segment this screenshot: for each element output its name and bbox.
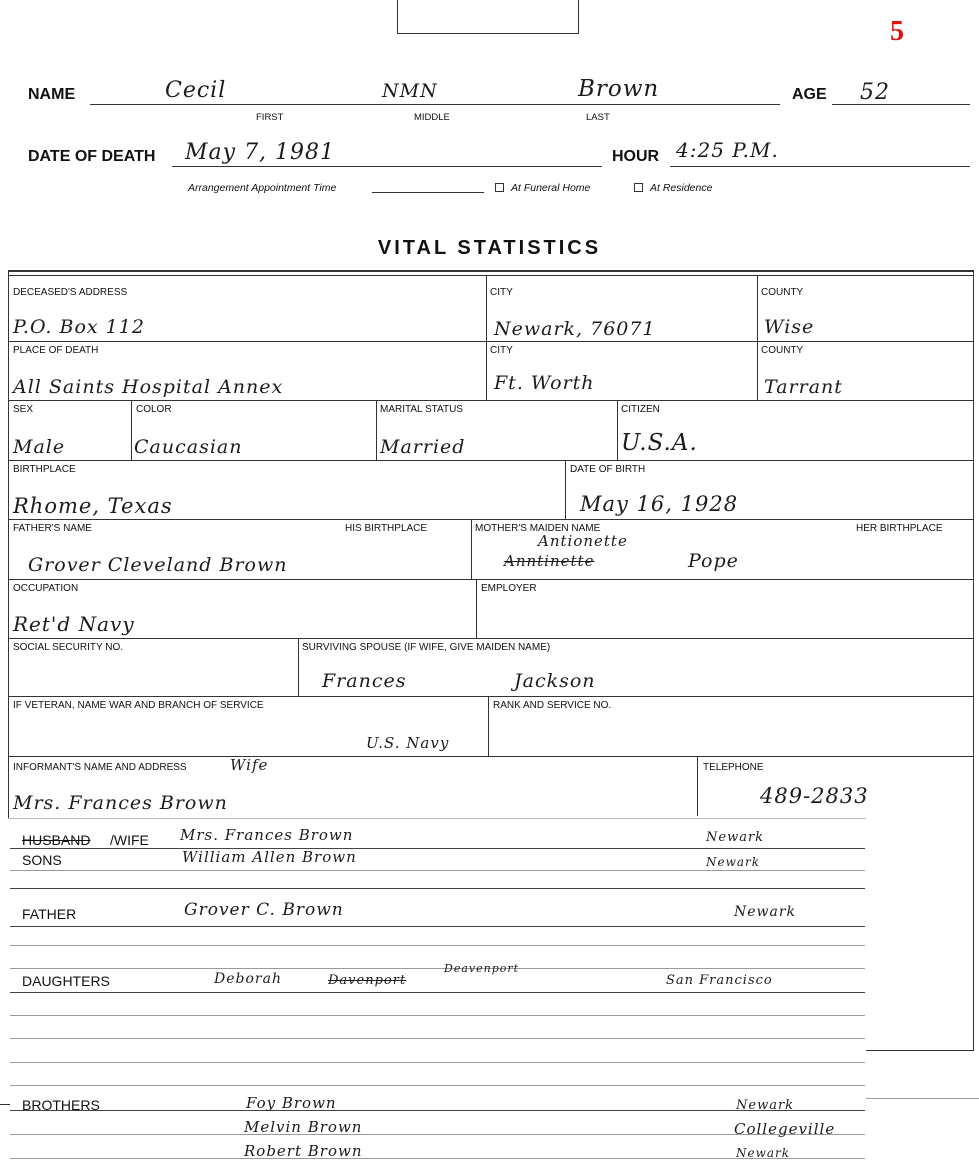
- wife-label: /WIFE: [110, 832, 149, 848]
- birthplace-label: BIRTHPLACE: [13, 464, 76, 475]
- row-sep-1: [8, 341, 974, 342]
- rule-3: [10, 888, 865, 889]
- hour-underline: [670, 166, 970, 167]
- sons-label: SONS: [22, 852, 62, 868]
- wife-value[interactable]: Mrs. Frances Brown: [180, 826, 354, 844]
- mother-maiden-name-label: MOTHER'S MAIDEN NAME: [475, 523, 601, 534]
- rule-7: [10, 992, 865, 993]
- residence-checkbox[interactable]: [634, 183, 643, 192]
- father-name-label: FATHER'S NAME: [13, 523, 92, 534]
- informant-note: Wife: [230, 756, 269, 774]
- arrangement-underline: [372, 192, 484, 193]
- last-name-value: Brown: [578, 76, 660, 102]
- hour-value: 4:25 P.M.: [676, 138, 779, 162]
- col-sep-telephone: [697, 756, 698, 816]
- telephone-value[interactable]: 489-2833: [760, 784, 869, 808]
- col-sep-rank: [488, 696, 489, 756]
- col-sep-color: [131, 400, 132, 460]
- county2-value[interactable]: Tarrant: [764, 376, 843, 398]
- spouse-label: SURVIVING SPOUSE (IF WIFE, GIVE MAIDEN NAME): [302, 642, 551, 653]
- residence-label: At Residence: [650, 182, 713, 194]
- husband-struck-label: HUSBAND: [22, 832, 91, 848]
- col-sep-employer: [476, 579, 477, 638]
- address-value[interactable]: P.O. Box 112: [13, 316, 145, 338]
- age-underline: [832, 104, 970, 105]
- daughter-struck-name: Davenport: [328, 973, 407, 988]
- color-label: COLOR: [136, 404, 172, 415]
- middle-name-value: NMN: [382, 80, 438, 102]
- rule-8: [10, 1015, 865, 1016]
- date-of-death-label: DATE OF DEATH: [28, 148, 156, 165]
- father-survivor-city[interactable]: Newark: [734, 904, 797, 920]
- veteran-label: IF VETERAN, NAME WAR AND BRANCH OF SERVICE: [13, 700, 264, 711]
- rule-2: [10, 870, 865, 871]
- daughter-corrected-name[interactable]: Deavenport: [444, 962, 520, 975]
- employer-label: EMPLOYER: [481, 583, 537, 594]
- informant-label: INFORMANT'S NAME AND ADDRESS: [13, 762, 187, 773]
- occupation-value[interactable]: Ret'd Navy: [13, 612, 135, 636]
- rank-label: RANK AND SERVICE NO.: [493, 700, 612, 711]
- marital-status-label: MARITAL STATUS: [380, 404, 463, 415]
- col-sep-dob: [565, 460, 566, 519]
- frame-top-double: [8, 275, 974, 276]
- rule-10: [10, 1062, 865, 1063]
- daughters-label: DAUGHTERS: [22, 973, 110, 989]
- age-value: 52: [860, 80, 890, 105]
- brother-city[interactable]: Newark: [736, 1146, 791, 1160]
- row-sep-5: [8, 579, 974, 580]
- rule-4: [10, 926, 865, 927]
- mother-name-correction[interactable]: Antionette: [538, 532, 628, 550]
- citizen-label: CITIZEN: [621, 404, 660, 415]
- sons-value[interactable]: William Allen Brown: [182, 848, 357, 866]
- county1-label: COUNTY: [761, 287, 804, 298]
- birthplace-value[interactable]: Rhome, Texas: [13, 494, 173, 518]
- city2-value[interactable]: Ft. Worth: [494, 372, 595, 394]
- rule-6: [10, 968, 865, 969]
- first-caption: FIRST: [256, 112, 284, 123]
- spouse-last-value[interactable]: Jackson: [514, 670, 596, 692]
- row-sep-4: [8, 519, 974, 520]
- page-number: 5: [890, 16, 904, 47]
- col-sep-county1: [757, 276, 758, 400]
- col-sep-mother: [471, 519, 472, 579]
- his-birthplace-label: HIS BIRTHPLACE: [345, 523, 428, 534]
- row-sep-6: [8, 638, 974, 639]
- date-of-death-value: May 7, 1981: [185, 140, 336, 165]
- sex-label: SEX: [13, 404, 34, 415]
- date-of-birth-value[interactable]: May 16, 1928: [580, 492, 739, 516]
- telephone-label: TELEPHONE: [703, 762, 764, 773]
- last-caption: LAST: [586, 112, 610, 123]
- spouse-first-value[interactable]: Frances: [322, 670, 407, 692]
- row-sep-2: [8, 400, 974, 401]
- right-margin-tick: [866, 1098, 979, 1099]
- left-margin-tick: [0, 1104, 10, 1105]
- funeral-home-label: At Funeral Home: [511, 182, 591, 194]
- place-of-death-value[interactable]: All Saints Hospital Annex: [13, 376, 284, 398]
- color-value[interactable]: Caucasian: [134, 436, 243, 458]
- col-sep-citizen: [617, 400, 618, 460]
- brother-name[interactable]: Melvin Brown: [244, 1118, 363, 1136]
- occupation-label: OCCUPATION: [13, 583, 79, 594]
- rule-11: [10, 1085, 865, 1086]
- rule-9: [10, 1038, 865, 1039]
- place-of-death-label: PLACE OF DEATH: [13, 345, 99, 356]
- her-birthplace-label: HER BIRTHPLACE: [856, 523, 943, 534]
- funeral-home-checkbox[interactable]: [495, 183, 504, 192]
- row-sep-8: [8, 756, 974, 757]
- mother-name-struck: Anntinette: [504, 552, 595, 570]
- first-name-value: Cecil: [165, 78, 227, 103]
- row-sep-7: [8, 696, 974, 697]
- col-sep-city1: [486, 276, 487, 400]
- ssn-label: SOCIAL SECURITY NO.: [13, 642, 124, 653]
- brother-name[interactable]: Robert Brown: [244, 1142, 363, 1160]
- section-title: VITAL STATISTICS: [377, 237, 602, 259]
- sons-city[interactable]: Newark: [706, 855, 761, 869]
- mother-last-name[interactable]: Pope: [688, 550, 739, 572]
- city1-value[interactable]: Newark, 76071: [494, 318, 656, 340]
- middle-caption: MIDDLE: [414, 112, 450, 123]
- hour-label: HOUR: [612, 148, 660, 165]
- address-label: DECEASED'S ADDRESS: [13, 287, 128, 298]
- sex-value[interactable]: Male: [13, 436, 66, 458]
- rule-5: [10, 945, 865, 946]
- father-name-value[interactable]: Grover Cleveland Brown: [28, 554, 288, 576]
- brother-city[interactable]: Newark: [736, 1098, 795, 1113]
- brothers-label: BROTHERS: [22, 1097, 100, 1113]
- informant-value[interactable]: Mrs. Frances Brown: [13, 792, 228, 814]
- marital-status-value[interactable]: Married: [380, 436, 466, 458]
- rule-1: [10, 848, 865, 849]
- top-stub-box: [397, 0, 579, 34]
- name-underline: [90, 104, 780, 105]
- arrangement-label: Arrangement Appointment Time: [188, 182, 337, 194]
- daughter-first-name[interactable]: Deborah: [214, 971, 282, 987]
- county1-value[interactable]: Wise: [764, 316, 815, 338]
- father-survivor-label: FATHER: [22, 906, 77, 922]
- col-sep-spouse: [298, 638, 299, 696]
- city1-label: CITY: [490, 287, 513, 298]
- brother-city[interactable]: Collegeville: [734, 1120, 836, 1138]
- city2-label: CITY: [490, 345, 513, 356]
- age-label: AGE: [792, 86, 827, 103]
- col-sep-marital: [376, 400, 377, 460]
- county2-label: COUNTY: [761, 345, 804, 356]
- brother-name[interactable]: Foy Brown: [246, 1094, 337, 1112]
- name-label: NAME: [28, 86, 76, 103]
- date-of-death-underline: [172, 166, 602, 167]
- citizen-value[interactable]: U.S.A.: [621, 430, 698, 456]
- daughter-city[interactable]: San Francisco: [666, 973, 773, 988]
- veteran-value[interactable]: U.S. Navy: [366, 734, 450, 752]
- father-survivor-value[interactable]: Grover C. Brown: [184, 900, 344, 920]
- date-of-birth-label: DATE OF BIRTH: [570, 464, 646, 475]
- row-sep-3: [8, 460, 974, 461]
- wife-city[interactable]: Newark: [706, 830, 765, 845]
